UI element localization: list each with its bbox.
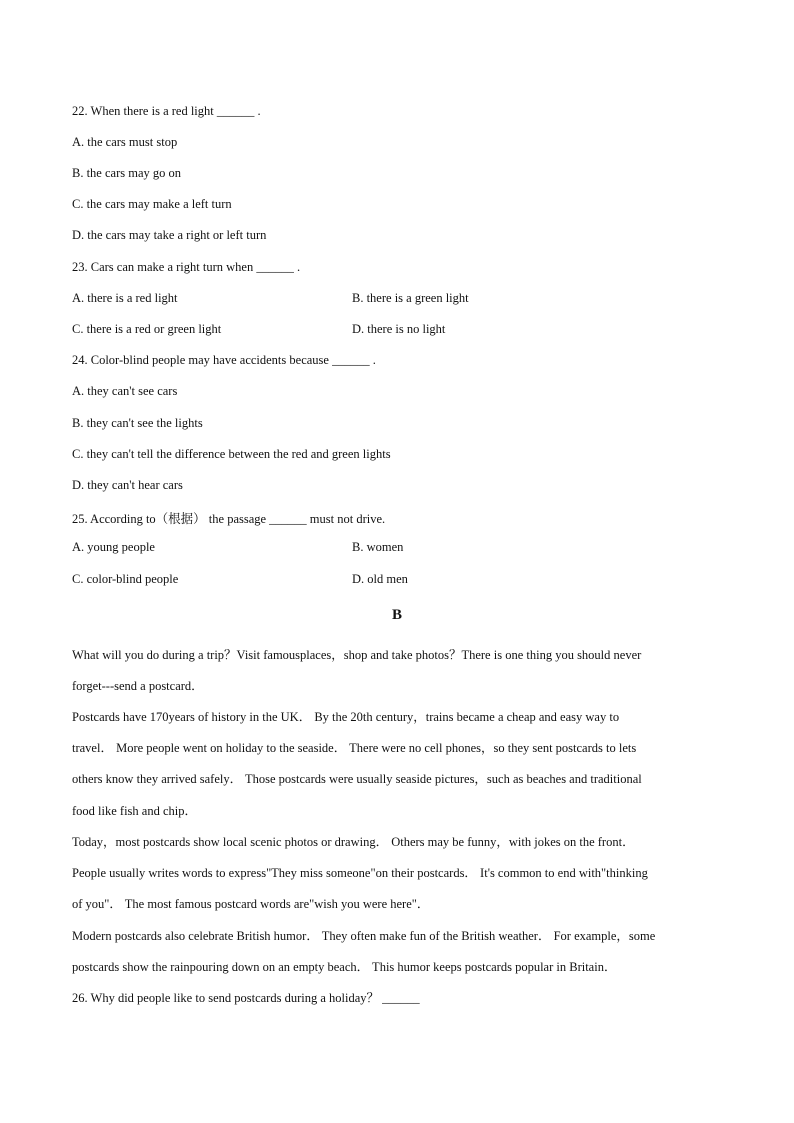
option-b: B. there is a green light	[352, 291, 469, 305]
option-c: C. there is a red or green light	[72, 322, 222, 336]
passage-line: Modern postcards also celebrate British humor． They often make fun of the British weather． For example，some	[72, 929, 656, 943]
question-stem: 24. Color-blind people may have accidents because ______ .	[72, 353, 376, 367]
section-heading: B	[391, 607, 402, 623]
option-a: A. the cars must stop	[72, 135, 178, 149]
option-b: B. women	[352, 540, 404, 554]
option-b: B. they can't see the lights	[72, 416, 203, 430]
question-stem: 23. Cars can make a right turn when ______ .	[72, 260, 301, 274]
passage-line: People usually writes words to express"They miss someone"on their postcards． It's common to end with"thinking	[72, 866, 648, 880]
option-d: D. the cars may take a right or left turn	[72, 228, 267, 242]
question-stem: 25. According to（根据） the passage ______ must not drive.	[72, 512, 386, 526]
passage-line: travel． More people went on holiday to the seaside． There were no cell phones，so they sent postcards to lets	[72, 741, 637, 755]
option-b: B. the cars may go on	[72, 166, 182, 180]
passage-line: food like fish and chip．	[72, 804, 197, 818]
passage-line: Today，most postcards show local scenic photos or drawing． Others may be funny，with jokes on the front．	[72, 835, 635, 849]
option-d: D. there is no light	[352, 322, 446, 336]
passage-line: Postcards have 170years of history in the UK． By the 20th century，trains became a cheap and easy way to	[72, 710, 620, 724]
option-d: D. old men	[352, 572, 408, 586]
question-26-stem: 26. Why did people like to send postcards during a holiday？ ______	[72, 991, 420, 1005]
passage-line: others know they arrived safely． Those postcards were usually seaside pictures，such as beaches and traditional	[72, 772, 642, 786]
option-d: D. they can't hear cars	[72, 478, 183, 492]
option-c: C. the cars may make a left turn	[72, 197, 232, 211]
passage-line: postcards show the rainpouring down on an empty beach． This humor keeps postcards popular in Britain．	[72, 960, 617, 974]
passage-line: What will you do during a trip？Visit famousplaces，shop and take photos？There is one thing you should never	[72, 648, 642, 662]
passage-line: forget---send a postcard．	[72, 679, 204, 693]
option-c: C. they can't tell the difference between the red and green lights	[72, 447, 391, 461]
option-c: C. color-blind people	[72, 572, 179, 586]
passage-line: of you"． The most famous postcard words are"wish you were here"．	[72, 897, 430, 911]
option-a: A. there is a red light	[72, 291, 178, 305]
option-a: A. young people	[72, 540, 155, 554]
option-a: A. they can't see cars	[72, 384, 178, 398]
question-stem: 22. When there is a red light ______ .	[72, 104, 261, 118]
